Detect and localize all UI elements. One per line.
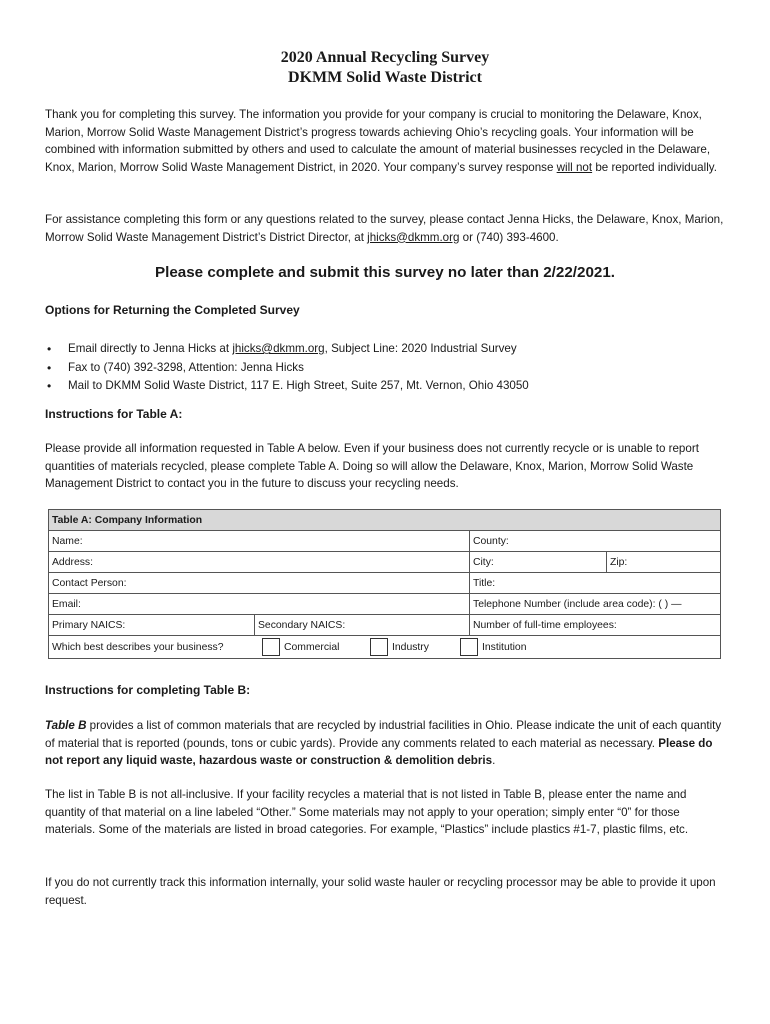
document-title: 2020 Annual Recycling Survey bbox=[280, 49, 490, 66]
option-mail: • Mail to DKMM Solid Waste District, 117 E. High Street, Suite 257, Mt. Vernon, Ohio 43050 bbox=[45, 377, 529, 396]
options-heading: Options for Returning the Completed Survey bbox=[45, 303, 300, 317]
option-email-link[interactable]: jhicks@dkmm.org bbox=[232, 342, 325, 355]
commercial-label: Commercial bbox=[284, 641, 340, 653]
employees-field[interactable]: Number of full-time employees: bbox=[470, 615, 721, 636]
table-b-instructions-heading: Instructions for completing Table B: bbox=[45, 683, 251, 697]
city-field[interactable]: City: bbox=[470, 552, 607, 573]
county-field[interactable]: County: bbox=[470, 531, 721, 552]
institution-label: Institution bbox=[482, 641, 527, 653]
intro-underline: will not bbox=[556, 160, 593, 174]
table-b-paragraph-3: If you do not currently track this information internally, your solid waste hauler or recycling processor may be able to provide it upon request. bbox=[45, 876, 716, 907]
table-a-title: Table A: Company Information bbox=[49, 510, 721, 531]
contact-email-link[interactable]: jhicks@dkmm.org bbox=[367, 230, 460, 244]
intro-text-1a: Thank you for completing this survey. The information you provide for your company is crucial to monitoring the Delaware, Knox, Marion, Morrow Solid Waste Management District’s progress towards achieving Ohio’s recycling goals. Your information will be combined with information submitted by others and used to calculate the amount of material businesses recycled in the Delaware, Knox, Marion, Morrow Solid Waste Management District, in 2020. Your company’s survey response bbox=[45, 108, 711, 174]
option-email bbox=[45, 340, 529, 359]
address-field[interactable]: Address: bbox=[49, 552, 470, 573]
industry-checkbox[interactable] bbox=[370, 638, 388, 656]
company-information-table bbox=[48, 509, 721, 659]
email-field[interactable]: Email: bbox=[49, 594, 470, 615]
option-institution[interactable] bbox=[460, 638, 526, 656]
option-email-text: Email directly to Jenna Hicks at bbox=[68, 342, 233, 355]
title-field[interactable]: Title: bbox=[470, 573, 721, 594]
return-options-list bbox=[45, 340, 529, 396]
table-b-paragraph-2: The list in Table B is not all-inclusive. If your facility recycles a material that is not listed in Table B, please enter the name and quantity of that material on a line labeled “Other.” Some materials may not apply to your operation; simply enter “0” for those materials. Some of the materials are listed in broad categories. For example, “Plastics” include plastics #1-7, plastic films, etc. bbox=[45, 788, 689, 837]
document-subtitle: DKMM Solid Waste District bbox=[288, 69, 482, 86]
table-b-lead: Table B bbox=[45, 719, 87, 732]
institution-checkbox[interactable] bbox=[460, 638, 478, 656]
option-fax: • Fax to (740) 392-3298, Attention: Jenna Hicks bbox=[45, 359, 529, 378]
intro-text-1b: be reported individually. bbox=[592, 160, 717, 174]
table-b-text-end: . bbox=[492, 754, 496, 768]
option-email-subject: , Subject Line: 2020 Industrial Survey bbox=[324, 342, 517, 355]
submission-deadline: Please complete and submit this survey no later than 2/22/2021. bbox=[154, 264, 616, 281]
intro-text-2b: or (740) 393-4600. bbox=[459, 230, 559, 244]
industry-label: Industry bbox=[392, 641, 429, 653]
zip-field[interactable]: Zip: bbox=[607, 552, 721, 573]
intro-paragraph-2 bbox=[45, 211, 730, 246]
contact-person-field[interactable]: Contact Person: bbox=[49, 573, 470, 594]
intro-text-2a: For assistance completing this form or any questions related to the survey, please contact Jenna Hicks, the Delaware, Knox, Marion, Morrow Solid Waste Management District’s District Director, at bbox=[45, 213, 724, 244]
secondary-naics-field[interactable]: Secondary NAICS: bbox=[255, 615, 470, 636]
option-industry[interactable] bbox=[370, 638, 460, 656]
table-b-text-1: provides a list of common materials that are recycled by industrial facilities in Ohio. Please indicate the unit of each quantity of material that is reported (pounds, tons or cubic yards). Provide any comments related to each material as necessary. bbox=[45, 719, 722, 750]
primary-naics-field[interactable]: Primary NAICS: bbox=[49, 615, 255, 636]
telephone-field[interactable]: Telephone Number (include area code): ( ) — bbox=[470, 594, 721, 615]
option-commercial[interactable] bbox=[262, 638, 370, 656]
name-field[interactable]: Name: bbox=[49, 531, 470, 552]
table-b-paragraph-1 bbox=[45, 717, 730, 770]
commercial-checkbox[interactable] bbox=[262, 638, 280, 656]
table-a-instructions-text: Please provide all information requested in Table A below. Even if your business does not currently recycle or is unable to report quantities of materials recycled, please complete Table A. Doing so will allow the Delaware, Knox, Marion, Morrow Solid Waste Management District to contact you in the future to discuss your recycling needs. bbox=[45, 442, 699, 491]
table-b-exclusion-note: Please do not report any liquid waste, hazardous waste or construction & demolition debris bbox=[45, 736, 713, 768]
table-a-instructions-heading: Instructions for Table A: bbox=[45, 407, 183, 421]
intro-paragraph-1 bbox=[45, 106, 730, 176]
business-type-row bbox=[49, 636, 721, 659]
business-type-question: Which best describes your business? bbox=[52, 641, 224, 653]
